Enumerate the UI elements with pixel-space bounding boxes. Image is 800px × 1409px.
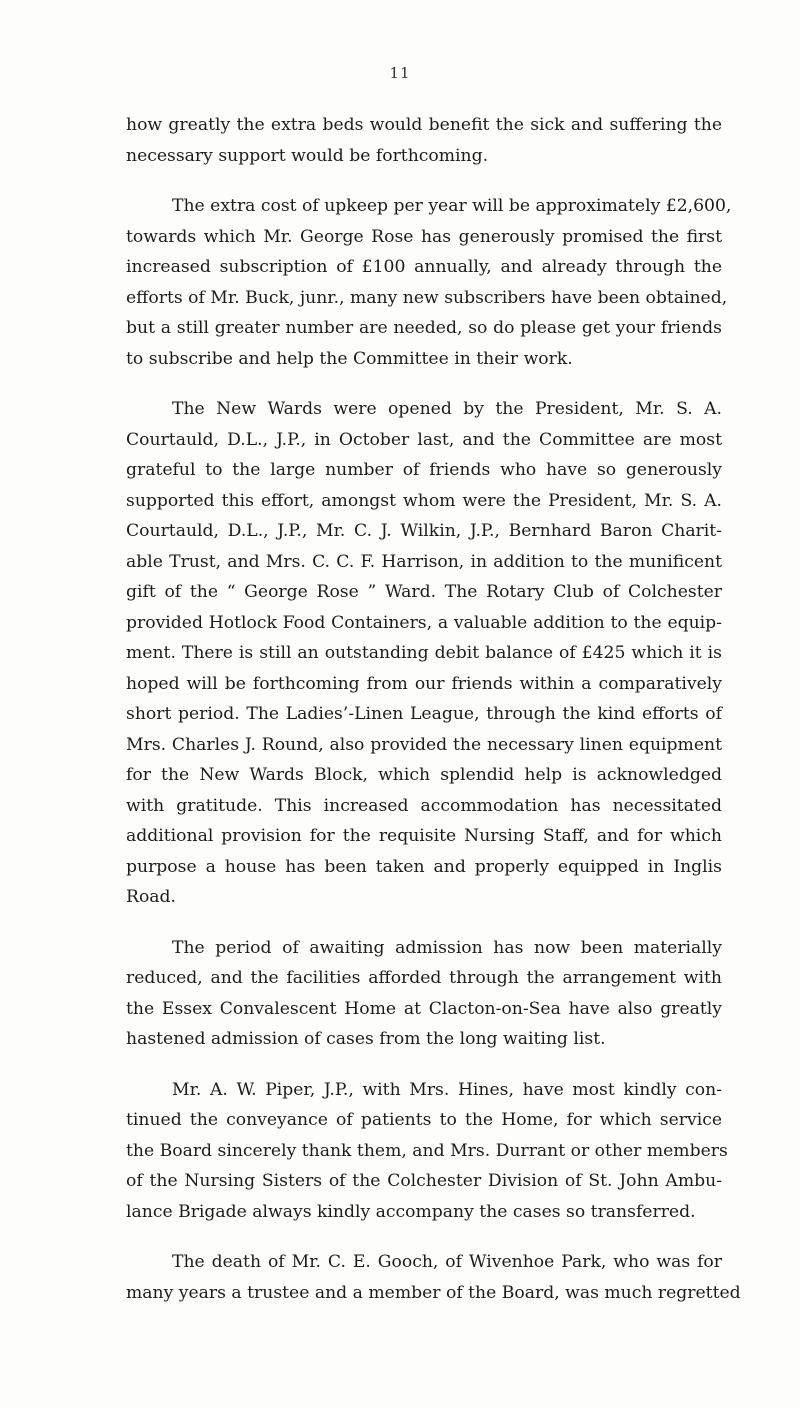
text-line: hastened admission of cases from the long waiting list.: [126, 1029, 606, 1049]
text-line: for the New Wards Block, which splendid help is acknowledged: [126, 765, 722, 785]
paragraph: [126, 1247, 741, 1308]
text-line: lance Brigade always kindly accompany the cases so transferred.: [126, 1201, 696, 1222]
text-line: additional provision for the requisite Nursing Staff, and for which: [126, 826, 722, 846]
text-line: reduced, and the facilities afforded through the arrangement with: [126, 968, 722, 988]
paragraph: [126, 933, 722, 1055]
text-line: grateful to the large number of friends who have so generously: [126, 460, 722, 480]
text-line: to subscribe and help the Committee in their work.: [126, 348, 573, 369]
text-line: provided Hotlock Food Containers, a valuable addition to the equip-: [126, 612, 722, 633]
text-line: Courtauld, D.L., J.P., in October last, and the Committee are most: [126, 429, 722, 450]
text-line: Courtauld, D.L., J.P., Mr. C. J. Wilkin, J.P., Bernhard Baron Charit-: [126, 521, 722, 541]
text-line: able Trust, and Mrs. C. C. F. Harrison, in addition to the munificent: [126, 551, 722, 572]
paragraph: [126, 191, 732, 374]
text-line: of the Nursing Sisters of the Colchester Division of St. John Ambu-: [126, 1171, 722, 1191]
text-line: hoped will be forthcoming from our friends within a comparatively: [126, 673, 722, 694]
text-line: the Essex Convalescent Home at Clacton-on-Sea have also greatly: [126, 998, 722, 1019]
text-line: but a still greater number are needed, so do please get your friends: [126, 318, 722, 338]
text-line: Mr. A. W. Piper, J.P., with Mrs. Hines, have most kindly con-: [172, 1079, 722, 1100]
text-line: tinued the conveyance of patients to the Home, for which service: [126, 1110, 722, 1130]
text-line: many years a trustee and a member of the Board, was much regretted: [126, 1282, 741, 1303]
paragraph: [126, 1075, 728, 1228]
text-line: supported this effort, amongst whom were the President, Mr. S. A.: [126, 490, 722, 511]
paragraph: [126, 110, 722, 171]
text-line: efforts of Mr. Buck, junr., many new subscribers have been obtained,: [126, 287, 728, 308]
text-line: ment. There is still an outstanding debit balance of £425 which it is: [126, 643, 722, 663]
text-line: The period of awaiting admission has now been materially: [172, 937, 722, 958]
page-number: 11: [389, 64, 411, 82]
body-text: [126, 110, 741, 1328]
text-line: necessary support would be forthcoming.: [126, 145, 489, 166]
text-line: short period. The Ladies’-Linen League, through the kind efforts of: [126, 704, 722, 724]
text-line: how greatly the extra beds would benefit the sick and suffering the: [126, 115, 722, 135]
text-line: gift of the “ George Rose ” Ward. The Rotary Club of Colchester: [126, 582, 722, 602]
text-line: The extra cost of upkeep per year will be approximately £2,600,: [172, 196, 732, 216]
text-line: with gratitude. This increased accommodation has necessitated: [126, 795, 722, 816]
text-line: Road.: [126, 887, 177, 907]
text-line: purpose a house has been taken and properly equipped in Inglis: [126, 856, 722, 877]
text-line: The death of Mr. C. E. Gooch, of Wivenhoe Park, who was for: [172, 1252, 722, 1272]
text-line: the Board sincerely thank them, and Mrs. Durrant or other members: [126, 1140, 728, 1161]
text-line: increased subscription of £100 annually, and already through the: [126, 257, 722, 277]
text-line: Mrs. Charles J. Round, also provided the necessary linen equipment: [126, 734, 722, 755]
paragraph: [126, 394, 722, 913]
text-line: The New Wards were opened by the President, Mr. S. A.: [172, 399, 722, 419]
text-line: towards which Mr. George Rose has generously promised the first: [126, 226, 722, 247]
